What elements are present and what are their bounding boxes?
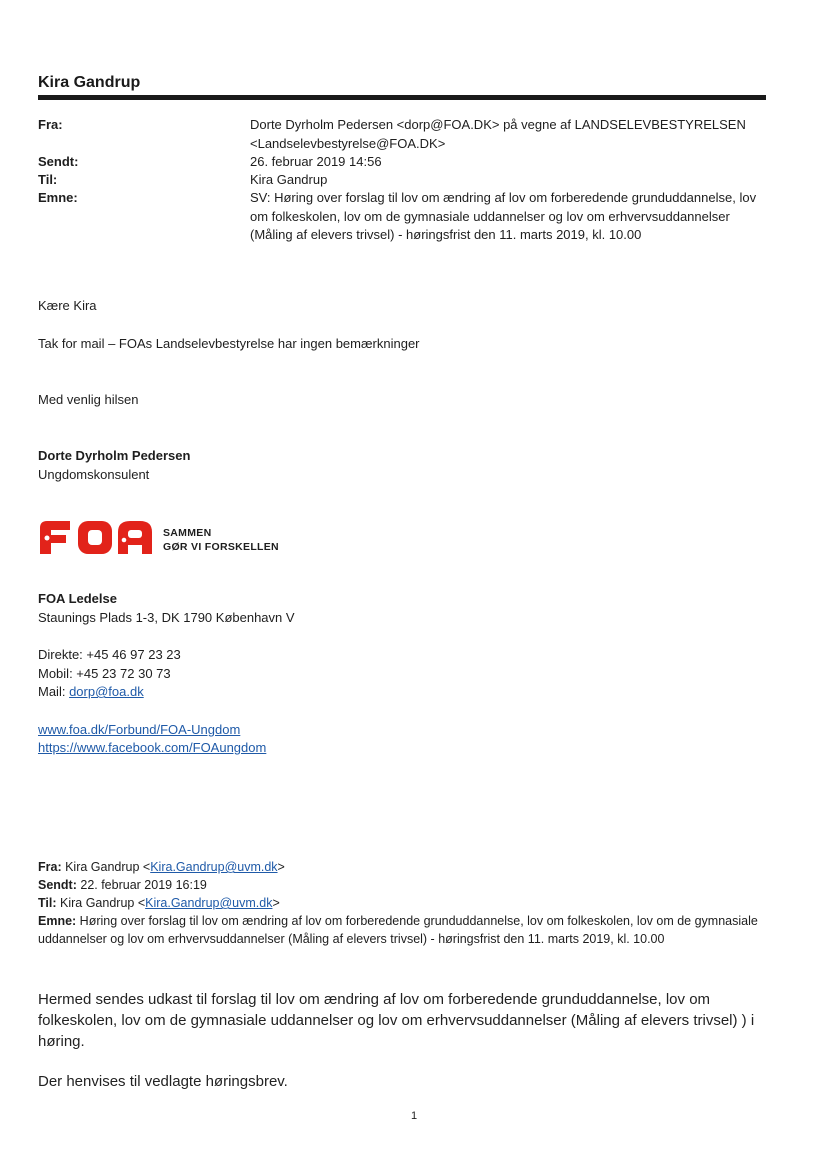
contact-address: Staunings Plads 1-3, DK 1790 København V	[38, 610, 295, 625]
to-label: Til:	[38, 172, 58, 187]
signature-title: Ungdomskonsulent	[38, 467, 150, 482]
fwd-to-label: Til:	[38, 896, 57, 910]
contact-org: FOA Ledelse	[38, 591, 117, 606]
fwd-from-bracket: >	[277, 860, 285, 874]
web-link-line	[38, 721, 240, 740]
fwd-to-email[interactable]: Kira.Gandrup@uvm.dk	[145, 896, 273, 910]
page-number: 1	[410, 1110, 418, 1122]
from-value: Dorte Dyrholm Pedersen <dorp@FOA.DK> på vegne af LANDSELEVBESTYRELSEN <Landselevbestyrelse@FOA.DK>	[250, 117, 746, 151]
fwd-from-name: Kira Gandrup <	[61, 860, 151, 874]
fwd-subject-value: Høring over forslag til lov om ændring af lov om forberedende grunduddannelse, lov om folkeskolen, lov om de gymnasiale uddannelser og lov om erhvervsuddannelser (Måling af elevers trivsel) - høringsfrist den 11. marts 2019, kl. 10.00	[38, 914, 758, 946]
fwd-sent-label: Sendt:	[38, 878, 77, 892]
closing: Med venlig hilsen	[38, 392, 139, 407]
web-link[interactable]: www.foa.dk/Forbund/FOA-Ungdom	[38, 722, 241, 737]
foa-logo-mark	[38, 518, 156, 556]
to-value: Kira Gandrup	[250, 172, 328, 187]
fwd-to	[38, 894, 768, 912]
foa-logo	[38, 518, 156, 561]
sent-value: 26. februar 2019 14:56	[250, 154, 382, 169]
fwd-subject-label: Emne:	[38, 914, 77, 928]
mail-link[interactable]: dorp@foa.dk	[69, 684, 144, 699]
subject-label: Emne:	[38, 190, 78, 205]
fwd-from	[38, 858, 768, 876]
facebook-link[interactable]: https://www.facebook.com/FOAungdom	[38, 740, 267, 755]
letter-paragraph-1: Hermed sendes udkast til forslag til lov om ændring af lov om forberedende grunduddannelse, lov om folkeskolen, lov om de gymnasiale uddannelser og lov om erhvervsuddannelser (Måling af elevers trivsel) ) i høring.	[38, 991, 755, 1050]
message: Tak for mail – FOAs Landselevbestyrelse har ingen bemærkninger	[38, 336, 420, 351]
sender-title: Kira Gandrup	[38, 74, 141, 91]
facebook-link-line	[38, 739, 266, 758]
fwd-from-email[interactable]: Kira.Gandrup@uvm.dk	[150, 860, 278, 874]
fwd-subject	[38, 912, 768, 948]
greeting: Kære Kira	[38, 298, 97, 313]
contact-mail-line	[38, 683, 144, 702]
letter-paragraph-2: Der henvises til vedlagte høringsbrev.	[38, 1073, 288, 1090]
fwd-to-name: Kira Gandrup <	[56, 896, 146, 910]
slogan-line-1: SAMMEN	[163, 527, 212, 539]
fwd-sent	[38, 876, 768, 894]
contact-mobile: Mobil: +45 23 72 30 73	[38, 666, 171, 681]
title-divider	[38, 95, 766, 100]
mail-label: Mail:	[38, 684, 70, 699]
logo-slogan	[163, 526, 279, 554]
signature-name: Dorte Dyrholm Pedersen	[38, 448, 191, 463]
from-label: Fra:	[38, 117, 63, 132]
subject-value: SV: Høring over forslag til lov om ændring af lov om forberedende grunduddannelse, lov om folkeskolen, lov om de gymnasiale uddannelser og lov om erhvervsuddannelser (Måling af elevers trivsel) - høringsfrist den 11. marts 2019, kl. 10.00	[250, 190, 757, 242]
slogan-line-2: GØR VI FORSKELLEN	[163, 541, 279, 553]
fwd-to-bracket: >	[272, 896, 280, 910]
fwd-from-label: Fra:	[38, 860, 62, 874]
fwd-sent-value: 22. februar 2019 16:19	[76, 878, 207, 892]
sent-label: Sendt:	[38, 154, 79, 169]
contact-direct: Direkte: +45 46 97 23 23	[38, 647, 181, 662]
